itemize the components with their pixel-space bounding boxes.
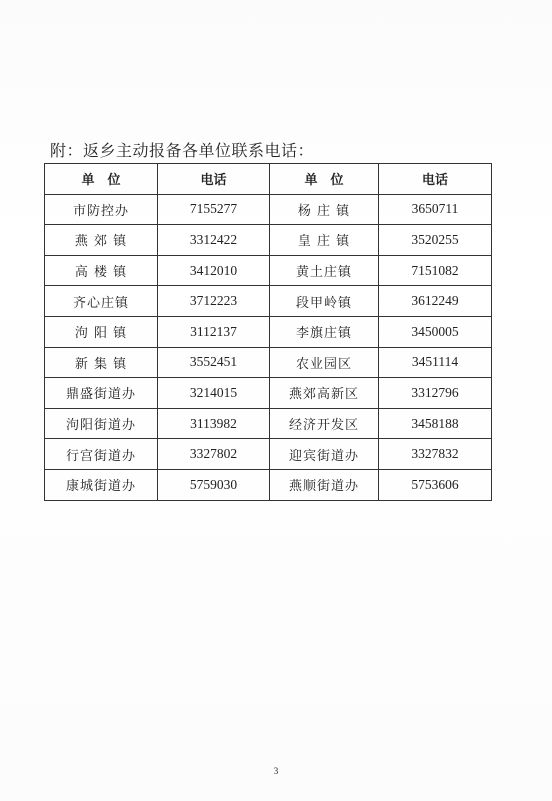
table-row: [45, 378, 492, 409]
phone-number: 3113982: [158, 408, 270, 439]
table-header-row: [45, 164, 492, 195]
header-phone: 电话: [158, 164, 270, 195]
phone-number: 3650711: [379, 194, 492, 225]
unit-name: 李旗庄镇: [270, 316, 379, 347]
phone-number: 7155277: [158, 194, 270, 225]
table-row: [45, 194, 492, 225]
unit-name: 市防控办: [45, 194, 158, 225]
phone-number: 3412010: [158, 255, 270, 286]
unit-name: 鼎盛街道办: [45, 378, 158, 409]
unit-name: 高 楼 镇: [45, 255, 158, 286]
phone-number: 3112137: [158, 316, 270, 347]
unit-name: 泃阳街道办: [45, 408, 158, 439]
unit-name: 皇 庄 镇: [270, 225, 379, 256]
page-number: 3: [273, 766, 279, 776]
phone-number: 3451114: [379, 347, 492, 378]
phone-number: 3312422: [158, 225, 270, 256]
header-unit: 单 位: [270, 164, 379, 195]
unit-name: 经济开发区: [270, 408, 379, 439]
phone-number: 3520255: [379, 225, 492, 256]
phone-number: 5759030: [158, 469, 270, 500]
phone-number: 3312796: [379, 378, 492, 409]
unit-name: 泃 阳 镇: [45, 316, 158, 347]
phone-number: 3612249: [379, 286, 492, 317]
unit-name: 齐心庄镇: [45, 286, 158, 317]
table-row: [45, 469, 492, 500]
unit-name: 段甲岭镇: [270, 286, 379, 317]
unit-name: 燕 郊 镇: [45, 225, 158, 256]
unit-name: 杨 庄 镇: [270, 194, 379, 225]
phone-number: 3214015: [158, 378, 270, 409]
attachment-heading: 附：返乡主动报备各单位联系电话：: [50, 141, 315, 160]
phone-number: 5753606: [379, 469, 492, 500]
phone-number: 3327832: [379, 439, 492, 470]
phone-number: 3327802: [158, 439, 270, 470]
unit-name: 黄土庄镇: [270, 255, 379, 286]
table-row: [45, 225, 492, 256]
contact-phone-table: [44, 163, 492, 501]
phone-number: 3712223: [158, 286, 270, 317]
header-phone: 电话: [379, 164, 492, 195]
unit-name: 迎宾街道办: [270, 439, 379, 470]
phone-number: 3552451: [158, 347, 270, 378]
header-unit: 单 位: [45, 164, 158, 195]
table-row: [45, 408, 492, 439]
unit-name: 农业园区: [270, 347, 379, 378]
table-row: [45, 255, 492, 286]
unit-name: 新 集 镇: [45, 347, 158, 378]
table-row: [45, 316, 492, 347]
unit-name: 燕顺街道办: [270, 469, 379, 500]
phone-number: 3458188: [379, 408, 492, 439]
table-row: [45, 347, 492, 378]
table-row: [45, 286, 492, 317]
unit-name: 燕郊高新区: [270, 378, 379, 409]
phone-number: 7151082: [379, 255, 492, 286]
table-row: [45, 439, 492, 470]
phone-number: 3450005: [379, 316, 492, 347]
unit-name: 康城街道办: [45, 469, 158, 500]
unit-name: 行宫街道办: [45, 439, 158, 470]
